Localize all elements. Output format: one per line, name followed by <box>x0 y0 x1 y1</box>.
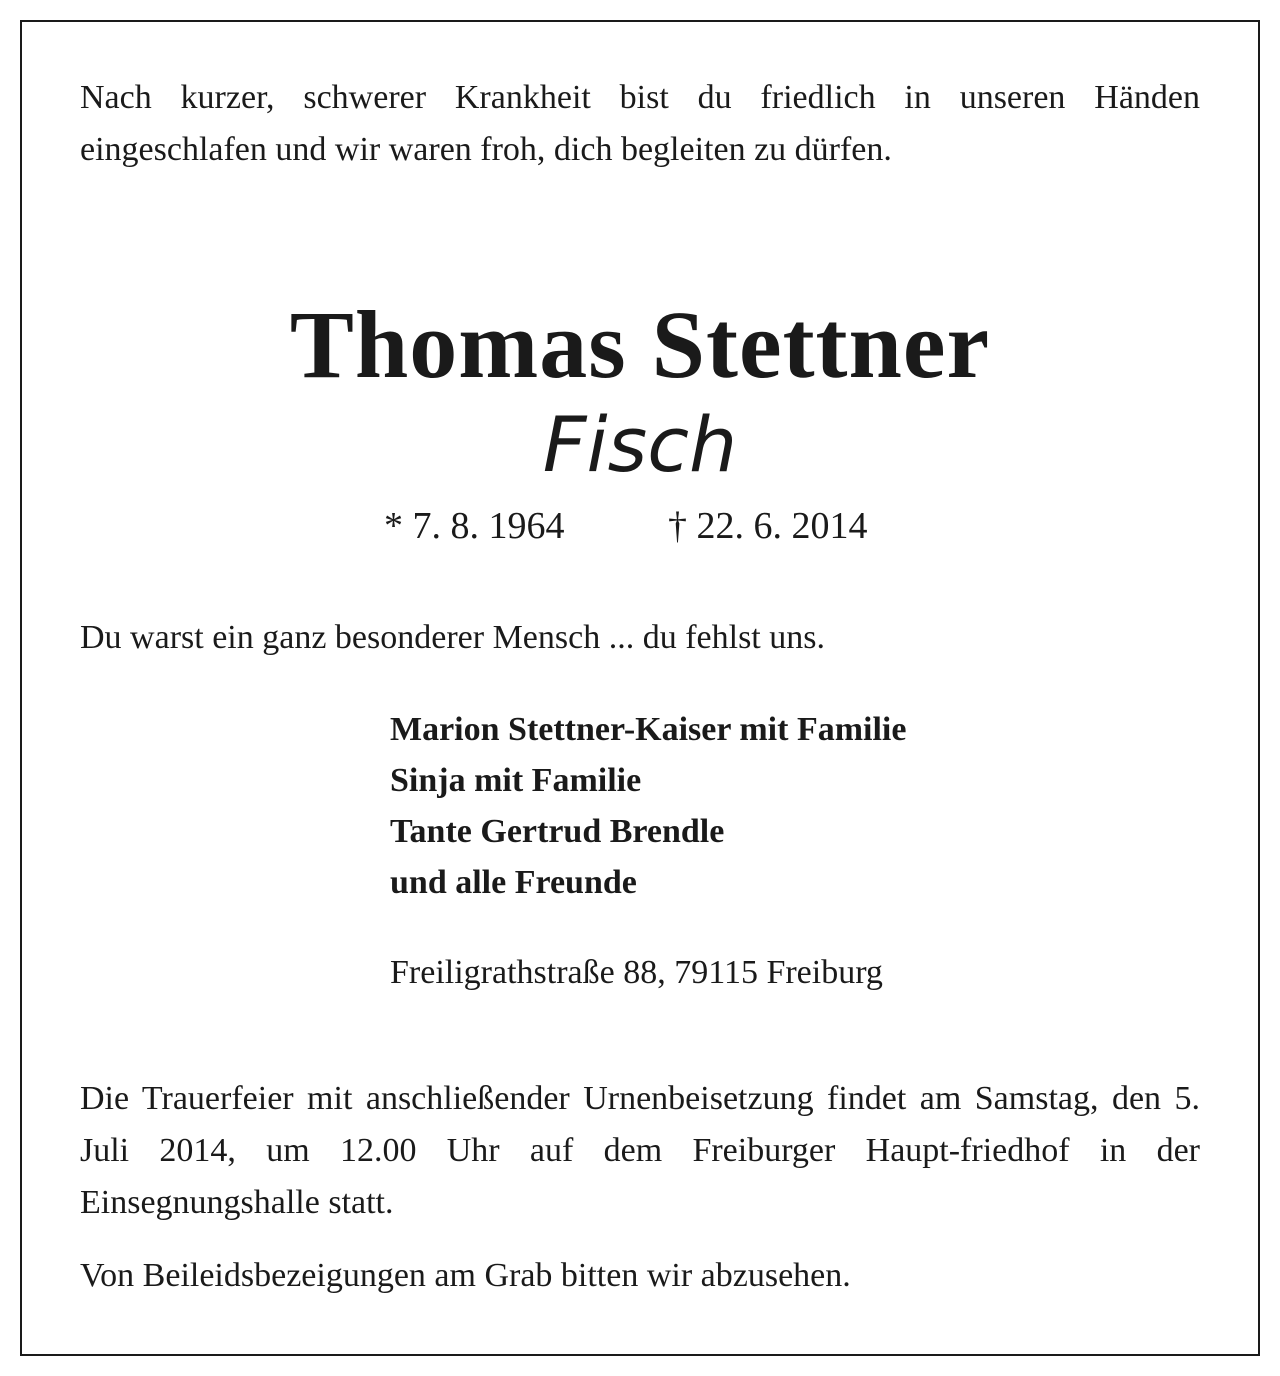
mourner: Tante Gertrud Brendle <box>390 813 725 850</box>
mourners-list <box>390 704 906 908</box>
mourner: und alle Freunde <box>390 864 637 901</box>
deceased-nickname: Fisch <box>542 400 738 489</box>
mourner: Marion Stettner-Kaiser mit Familie <box>390 711 907 748</box>
closing-note: Von Beileidsbezeigungen am Grab bitten wir abzusehen. <box>80 1257 851 1294</box>
deceased-name: Thomas Stettner <box>289 291 991 398</box>
birth-date: * 7. 8. 1964 <box>384 505 565 547</box>
family-address: Freiligrathstraße 88, 79115 Freiburg <box>390 954 883 991</box>
death-date: † 22. 6. 2014 <box>668 505 868 547</box>
intro-text: Nach kurzer, schwerer Krankheit bist du friedlich in unseren Händen eingeschlafen und wir waren froh, dich begleiten zu dürfen. <box>80 79 1200 168</box>
tribute-text: Du warst ein ganz besonderer Mensch ... du fehlst uns. <box>80 619 825 656</box>
ceremony-text: Die Trauerfeier mit anschließender Urnenbeisetzung findet am Samstag, den 5. Juli 2014, um 12.00 Uhr auf dem Freiburger Haupt-friedhof in der Einsegnungshalle statt. <box>80 1080 1200 1221</box>
mourner: Sinja mit Familie <box>390 762 642 799</box>
